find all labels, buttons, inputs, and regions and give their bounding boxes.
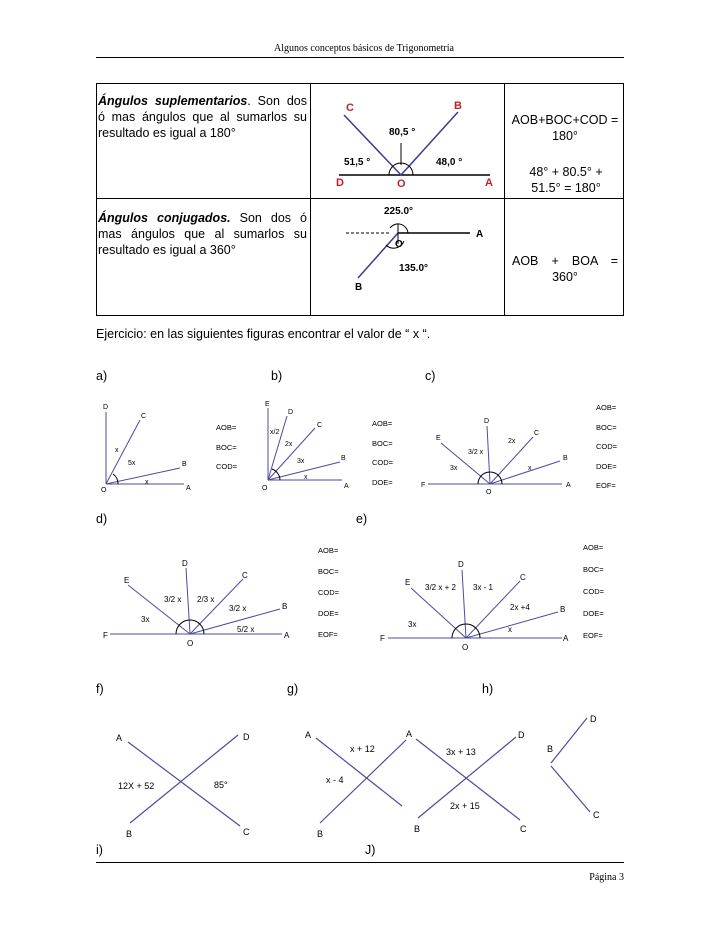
label-i: i) <box>96 843 103 857</box>
fig1-C: C <box>346 102 354 114</box>
fig-h-A: A <box>406 729 413 739</box>
fig-a-expr1: x <box>115 447 119 454</box>
fig-b-D: D <box>288 409 294 416</box>
fig-e-C: C <box>520 573 526 582</box>
fig-d-E: E <box>124 576 130 585</box>
fig-a-O: O <box>101 487 107 494</box>
fig-c-D: D <box>484 418 490 425</box>
fig-d-expr2: 2/3 x <box>197 595 215 604</box>
fig-e-expr4: 3x <box>408 620 417 629</box>
suplementarios-text: . Son dos ó mas ángulos que al sumarlos su resultado es igual a 180° <box>98 94 307 140</box>
fig-b-expr2: 2x <box>285 441 293 448</box>
fig-i-D: D <box>590 714 597 724</box>
label-c: c) <box>425 369 436 383</box>
figure-d <box>110 568 282 634</box>
fig-e-D: D <box>458 560 464 569</box>
fig-c-C: C <box>534 430 540 437</box>
fig-b-O: O <box>262 485 268 492</box>
answer-line: BOC= <box>216 442 237 452</box>
fig1-angle-51: 51,5 ° <box>344 157 371 168</box>
fig2-B: B <box>355 282 363 293</box>
page-header: Algunos conceptos básicos de Trigonometría <box>274 43 454 54</box>
fig-a-expr2: 5x <box>128 460 136 467</box>
answer-line: EOF= <box>318 630 338 639</box>
answer-line: DOE= <box>372 477 393 487</box>
fig-h-B: B <box>414 824 421 834</box>
figure-i <box>551 718 590 812</box>
fig-c-expr3: 3x <box>450 465 458 472</box>
fig-a-C: C <box>141 413 147 420</box>
label-e: e) <box>356 512 368 526</box>
suplementarios-formula: AOB+BOC+COD = 180° <box>511 113 619 143</box>
answer-line: AOB= <box>583 543 604 552</box>
fig2-angle-135: 135.0° <box>399 263 429 274</box>
fig-c-B: B <box>563 455 568 462</box>
figure-b <box>268 408 342 480</box>
answer-line: AOB= <box>318 546 339 555</box>
fig-d-expr4: 3x <box>141 615 150 624</box>
fig-h-D: D <box>518 730 525 740</box>
fig-g-expr2: x - 4 <box>326 775 344 785</box>
fig-f-A: A <box>116 733 123 743</box>
fig-a-D: D <box>103 404 109 411</box>
fig-e-expr5: x <box>508 625 512 634</box>
fig1-A: A <box>485 177 493 189</box>
conjugados-formula: AOB + BOA = 360° <box>512 254 618 284</box>
answer-line: DOE= <box>596 461 617 471</box>
suplementarios-check: 48° + 80.5° + 51.5° = 180° <box>529 165 603 195</box>
fig-b-B: B <box>341 455 346 462</box>
fig1-angle-48: 48,0 ° <box>436 157 463 168</box>
fig1-angle-80: 80,5 ° <box>389 127 416 138</box>
answer-line: DOE= <box>583 609 604 618</box>
fig-d-expr3: 3/2 x <box>229 604 247 613</box>
answer-line: COD= <box>318 588 340 597</box>
answer-line: COD= <box>583 587 605 596</box>
fig-g-A: A <box>305 730 312 740</box>
fig-d-expr5: 5/2 x <box>237 625 255 634</box>
fig-a-expr3: x <box>145 479 149 486</box>
answer-line: AOB= <box>216 423 237 432</box>
fig-d-O: O <box>187 639 194 648</box>
fig1-D: D <box>336 177 344 189</box>
fig-d-C: C <box>242 571 248 580</box>
label-g: g) <box>287 682 299 696</box>
fig-f-expr1: 12X + 52 <box>118 781 155 791</box>
answer-line: EOF= <box>583 631 603 640</box>
fig-g-B: B <box>317 829 324 839</box>
fig-d-A: A <box>284 631 290 640</box>
fig-b-expr1: x/2 <box>270 429 280 436</box>
fig-c-expr4: x <box>528 465 532 472</box>
fig-e-expr3: 2x +4 <box>510 603 530 612</box>
fig-f-C: C <box>243 827 250 837</box>
fig-d-D: D <box>182 559 188 568</box>
fig-e-B: B <box>560 605 566 614</box>
fig-i-B: B <box>547 744 554 754</box>
answer-line: COD= <box>216 462 238 471</box>
fig-d-B: B <box>282 602 288 611</box>
fig-a-A: A <box>186 485 191 492</box>
label-h: h) <box>482 682 494 696</box>
fig-c-expr1: 3/2 x <box>468 449 484 456</box>
conjugados-text: Son dos ó mas ángulos que al sumarlos su resultado es igual a 360° <box>98 211 307 257</box>
fig-e-A: A <box>563 634 569 643</box>
fig-g-expr1: x + 12 <box>350 744 375 754</box>
fig-h-expr1: 3x + 13 <box>446 747 476 757</box>
answer-line: BOC= <box>596 422 617 432</box>
fig-b-C: C <box>317 422 323 429</box>
fig-f-expr2: 85° <box>214 780 228 790</box>
fig-e-E: E <box>405 578 411 587</box>
fig-b-expr4: x <box>304 474 308 481</box>
fig-e-F: F <box>380 634 385 643</box>
fig-a-B: B <box>182 461 187 468</box>
footer-rule <box>96 862 624 863</box>
fig2-A: A <box>476 229 484 240</box>
fig-b-A: A <box>344 483 349 490</box>
fig-c-A: A <box>566 482 571 489</box>
fig-e-expr1: 3/2 x + 2 <box>425 583 456 592</box>
suplementarios-term: Ángulos suplementarios <box>98 94 248 108</box>
label-b: b) <box>271 369 283 383</box>
conjugados-term: Ángulos conjugados. <box>98 211 231 225</box>
label-j: J) <box>365 843 376 857</box>
label-d: d) <box>96 512 108 526</box>
fig-d-F: F <box>103 631 108 640</box>
label-a: a) <box>96 369 108 383</box>
fig-b-expr3: 3x <box>297 458 305 465</box>
answer-line: BOC= <box>372 438 393 448</box>
answer-line: EOF= <box>596 481 616 490</box>
fig-f-B: B <box>126 829 133 839</box>
fig-e-expr2: 3x - 1 <box>473 583 494 592</box>
answer-line: COD= <box>596 442 618 451</box>
fig1-O: O <box>397 178 406 190</box>
fig-d-expr1: 3/2 x <box>164 595 182 604</box>
fig1-B: B <box>454 100 462 112</box>
fig2-angle-225: 225.0° <box>384 206 414 217</box>
fig-c-F: F <box>421 482 426 489</box>
answer-line: BOC= <box>318 567 339 576</box>
label-f: f) <box>96 682 104 696</box>
fig2-O: O <box>395 239 403 250</box>
exercise-instruction: Ejercicio: en las siguientes figuras encontrar el valor de “ x “. <box>96 327 431 341</box>
answer-line: BOC= <box>583 565 604 574</box>
fig-c-expr2: 2x <box>508 438 516 445</box>
fig-c-E: E <box>436 435 441 442</box>
answer-line: AOB= <box>372 419 393 428</box>
fig-e-O: O <box>462 643 469 652</box>
fig-c-O: O <box>486 489 492 496</box>
answer-line: COD= <box>372 458 394 467</box>
fig-h-C: C <box>520 824 527 834</box>
answer-line: AOB= <box>596 403 617 412</box>
fig-h-expr2: 2x + 15 <box>450 801 480 811</box>
page-number: Página 3 <box>589 872 624 883</box>
fig-f-D: D <box>243 732 250 742</box>
answer-line: DOE= <box>318 609 339 618</box>
fig-i-C: C <box>593 810 600 820</box>
fig-b-E: E <box>265 401 270 408</box>
figure-c <box>428 426 562 484</box>
